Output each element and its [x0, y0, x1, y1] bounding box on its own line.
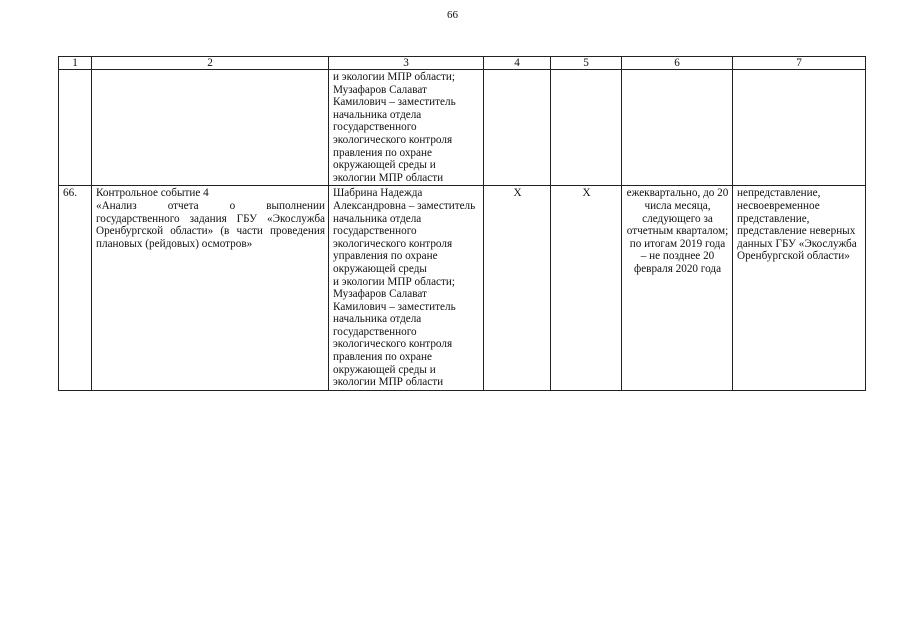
- plan-table: [58, 56, 866, 391]
- header-col-6: 6: [622, 57, 733, 70]
- page-number: 66: [447, 9, 458, 21]
- responsible-persons: и экологии МПР области; Музафаров Салават Камилович – заместитель начальника отдела государственного экологического контроля правления по охране окружающей среды и экологии МПР области: [329, 70, 484, 186]
- header-col-7: 7: [733, 57, 866, 70]
- row-number: 66.: [59, 186, 92, 391]
- header-col-4: 4: [484, 57, 551, 70]
- header-row: [59, 57, 866, 70]
- col-5-value: [551, 70, 622, 186]
- header-col-5: 5: [551, 57, 622, 70]
- event-name: Контрольное событие 4 «Анализ отчета о выполнении государственного задания ГБУ «Экослужба Оренбургской области» (в части проведения плановых (рейдовых) осмотров»: [92, 186, 329, 391]
- col-4-value: Х: [484, 186, 551, 391]
- deadline: ежеквартально, до 20 числа месяца, следующего за отчетным кварталом; по итогам 2019 года – не позднее 20 февраля 2020 года: [622, 186, 733, 391]
- header-col-2: 2: [92, 57, 329, 70]
- responsible-persons: Шабрина Надежда Александровна – заместитель начальника отдела государственного экологического контроля управления по охране окружающей среды и экологии МПР области; Музафаров Салават Камилович – заместитель начальника отдела государственного экологического контроля правления по охране окружающей среды и экологии МПР области: [329, 186, 484, 391]
- event-name: [92, 70, 329, 186]
- risk-description: непредставление, несвоевременное представление, представление неверных данных ГБУ «Экослужба Оренбургской области»: [733, 186, 866, 391]
- table-row: [59, 70, 866, 186]
- header-col-1: 1: [59, 57, 92, 70]
- header-col-3: 3: [329, 57, 484, 70]
- col-4-value: [484, 70, 551, 186]
- table-row: [59, 186, 866, 391]
- risk-description: [733, 70, 866, 186]
- deadline: [622, 70, 733, 186]
- col-5-value: Х: [551, 186, 622, 391]
- row-number: [59, 70, 92, 186]
